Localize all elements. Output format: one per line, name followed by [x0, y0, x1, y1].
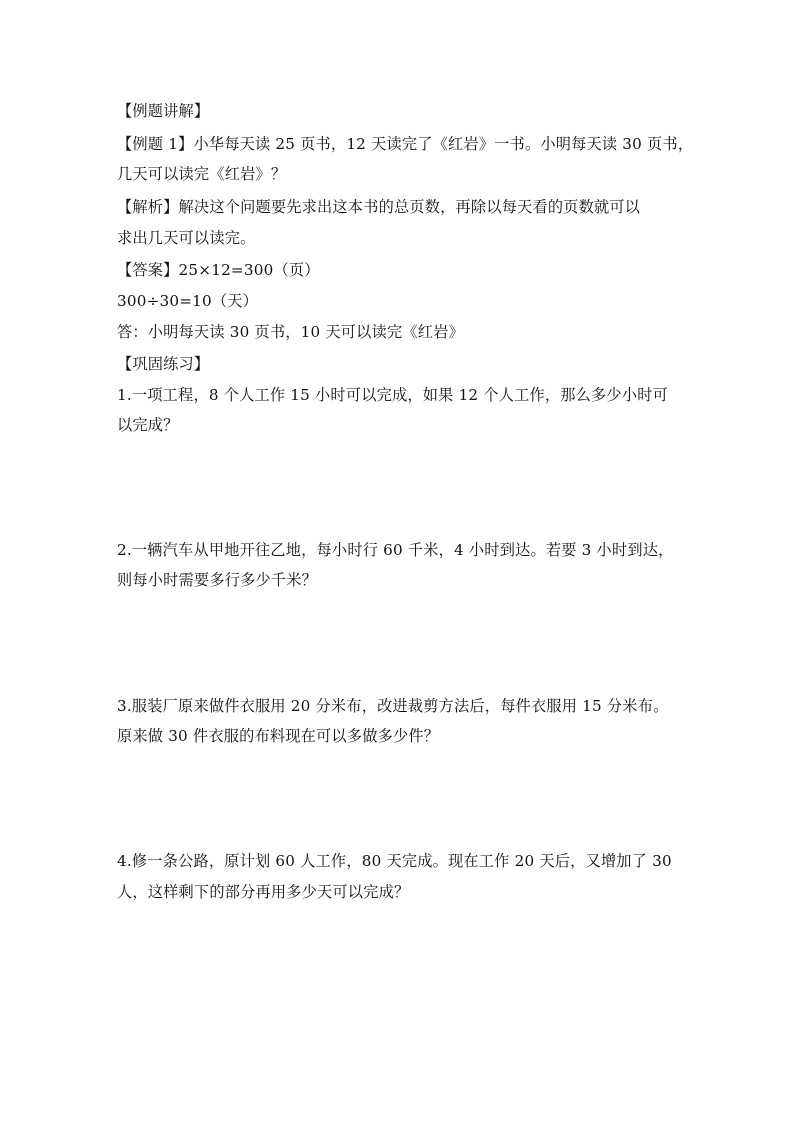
example-question-line-1: 【例题 1】小华每天读 25 页书，12 天读完了《红岩》一书。小明每天读 30 页书， — [117, 135, 694, 153]
exercise-1-line-2: 以完成？ — [117, 416, 179, 434]
section-heading-practice: 【巩固练习】 — [117, 355, 210, 373]
section-heading-example: 【例题讲解】 — [117, 102, 210, 120]
exercise-4-line-1: 4.修一条公路，原计划 60 人工作，80 天完成。现在工作 20 天后，又增加了 30 — [117, 852, 672, 870]
example-question-line-2: 几天可以读完《红岩》？ — [117, 165, 287, 183]
example-answer-line-2: 300÷30=10（天） — [117, 292, 259, 310]
exercise-4-line-2: 人，这样剩下的部分再用多少天可以完成？ — [117, 883, 410, 901]
exercise-2-line-1: 2.一辆汽车从甲地开往乙地，每小时行 60 千米，4 小时到达。若要 3 小时到达， — [117, 541, 674, 559]
example-answer-line-3: 答：小明每天读 30 页书，10 天可以读完《红岩》 — [117, 323, 464, 341]
example-analysis-line-2: 求出几天可以读完。 — [117, 229, 256, 247]
exercise-2-line-2: 则每小时需要多行多少千米？ — [117, 571, 318, 589]
example-answer-line-1: 【答案】25×12=300（页） — [117, 261, 320, 279]
exercise-3-line-1: 3.服装厂原来做件衣服用 20 分米布，改进裁剪方法后，每件衣服用 15 分米布。 — [117, 697, 669, 715]
exercise-1-line-1: 1.一项工程，8 个人工作 15 小时可以完成，如果 12 个人工作，那么多少小时可 — [117, 386, 668, 404]
exercise-3-line-2: 原来做 30 件衣服的布料现在可以多做多少件？ — [117, 727, 440, 745]
example-analysis-line-1: 【解析】解决这个问题要先求出这本书的总页数，再除以每天看的页数就可以 — [117, 198, 641, 216]
